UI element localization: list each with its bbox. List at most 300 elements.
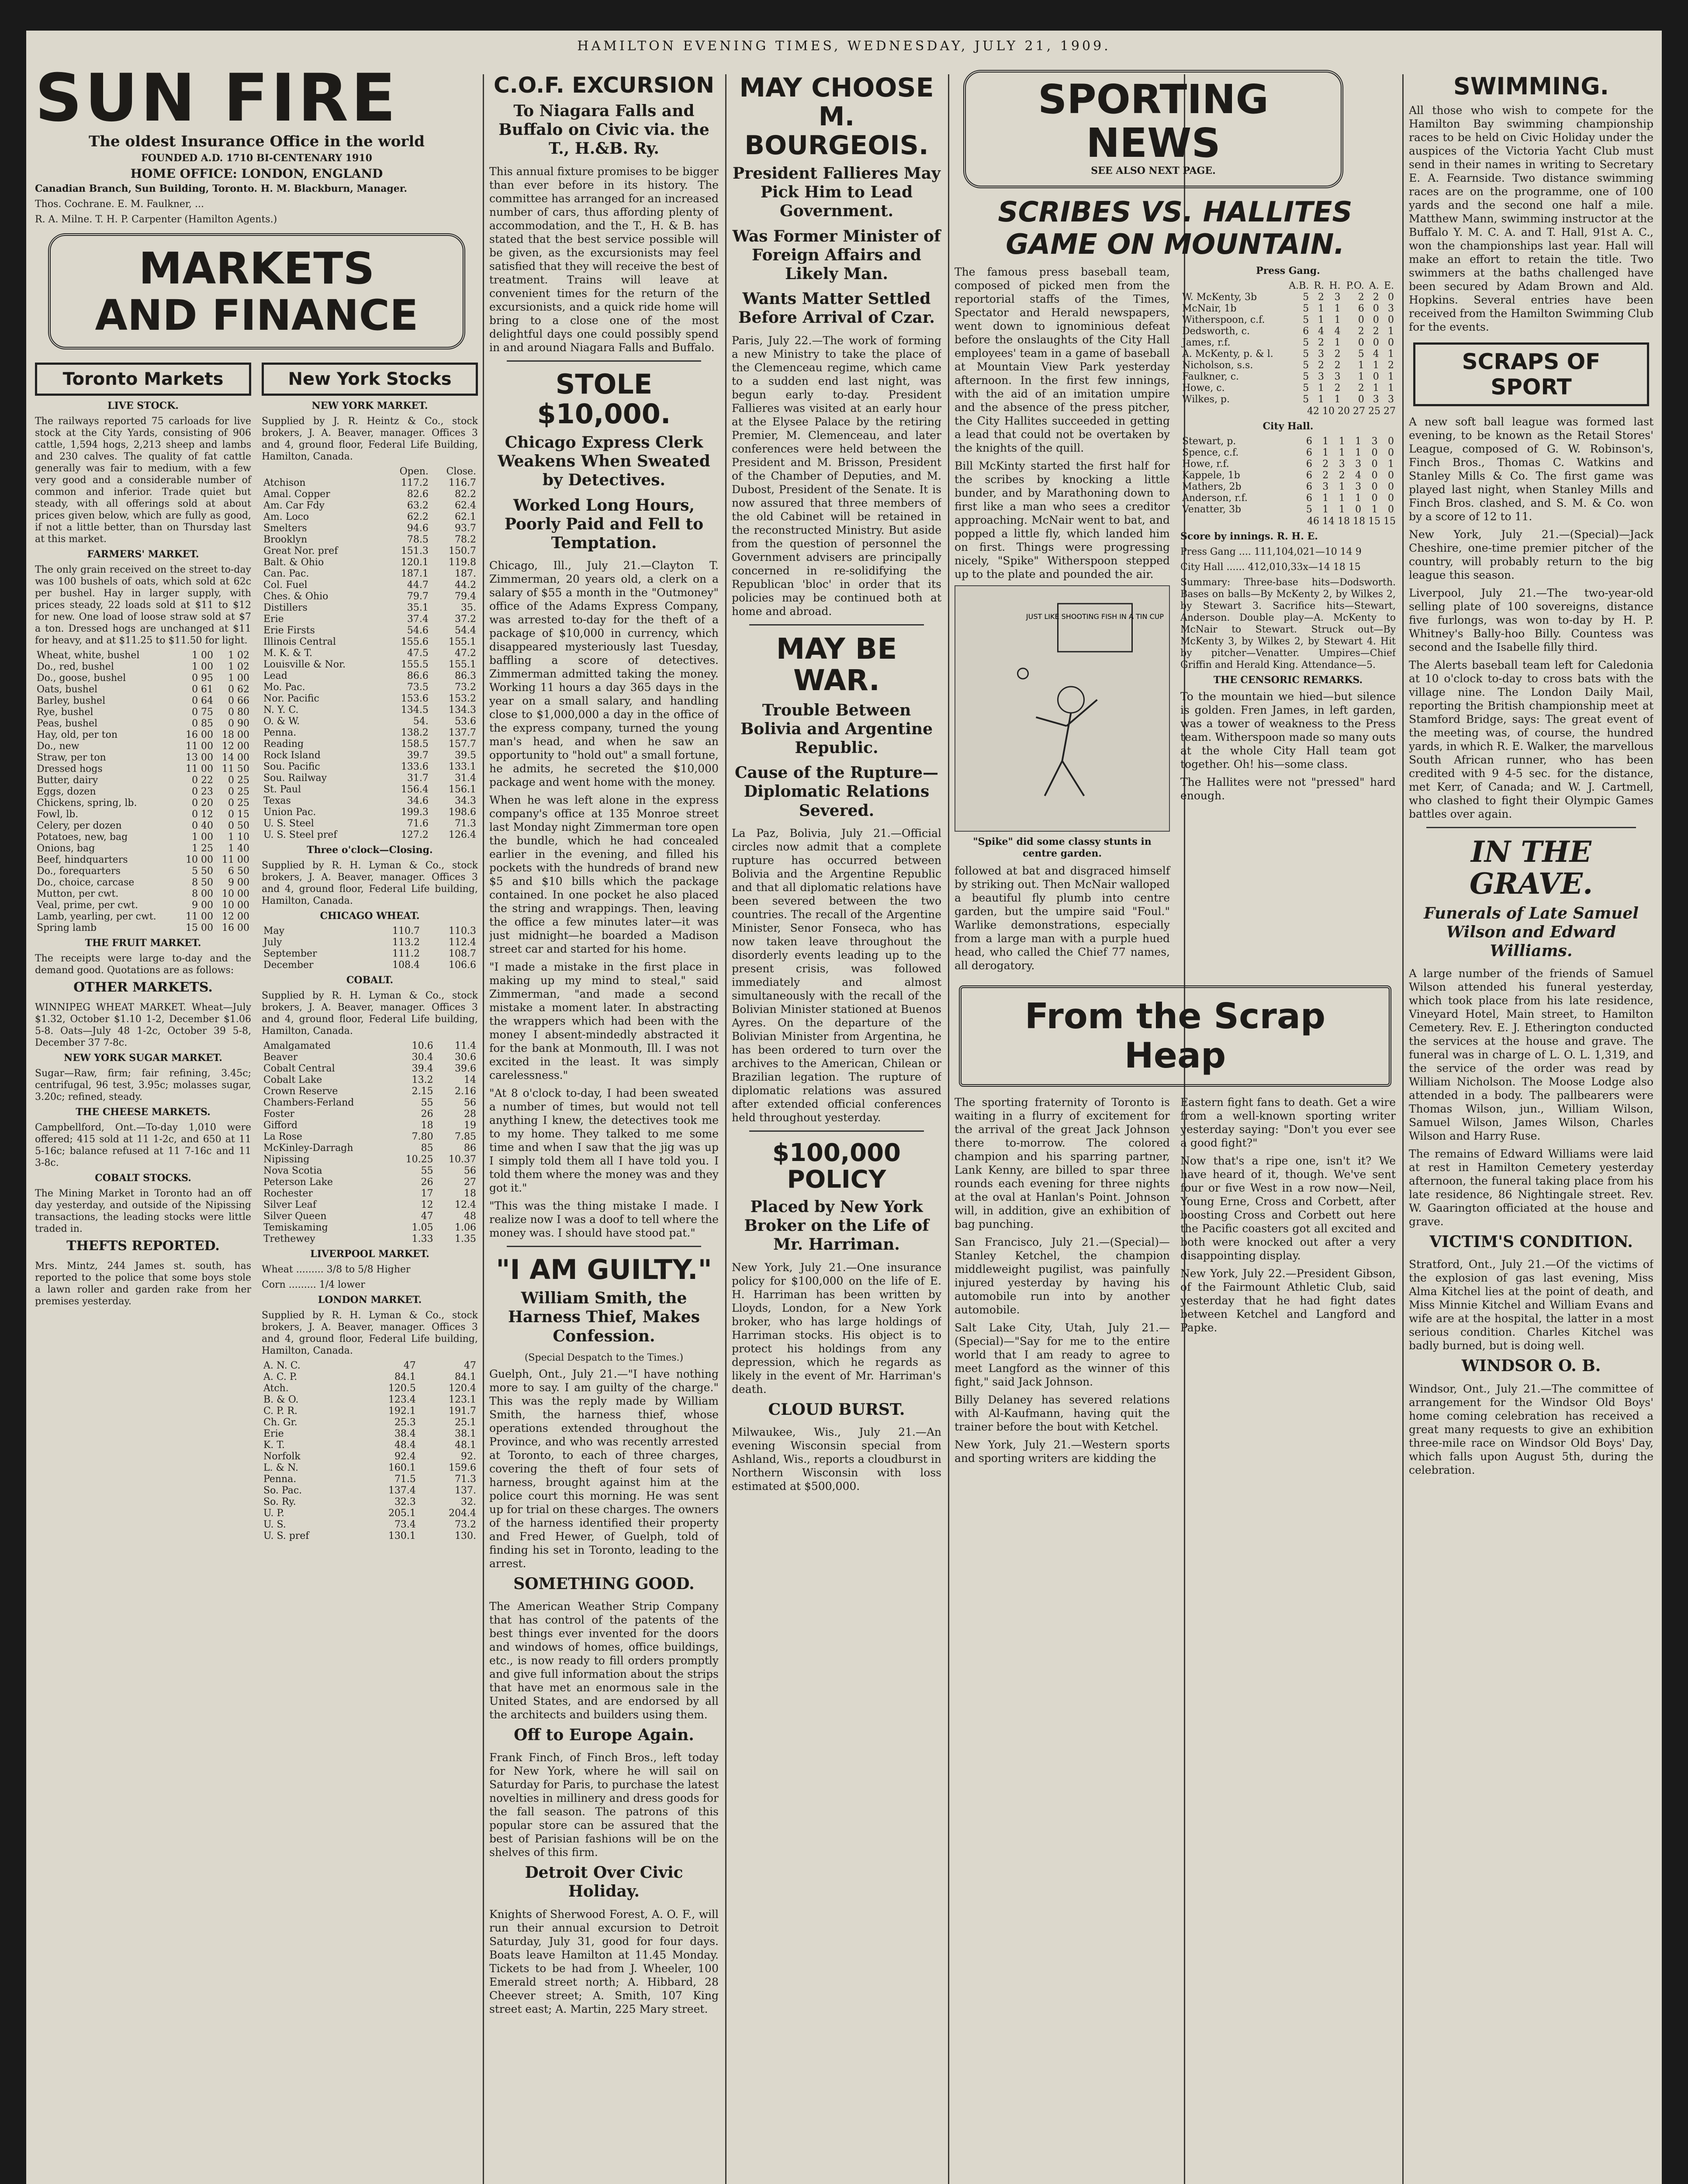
row-value: 117.2 <box>401 477 429 488</box>
row-value: 198.6 <box>449 806 476 818</box>
box-score-row <box>1180 447 1396 459</box>
row-value: 13.2 <box>412 1074 433 1085</box>
row-value: 78.5 <box>407 534 429 545</box>
row-value: 138.2 <box>401 727 429 738</box>
row-label: Great Nor. pref <box>263 545 338 556</box>
row-value: 5 <box>1306 504 1312 515</box>
row-value: 55 <box>421 1097 433 1108</box>
wheat-row <box>262 926 478 937</box>
box-score-col-header: A.B. <box>1289 280 1309 291</box>
box-score-col-header: A. <box>1369 280 1379 291</box>
london-row <box>262 1428 478 1440</box>
cobalt-row <box>262 1188 478 1199</box>
row-value: 34.3 <box>455 795 476 806</box>
produce-row <box>35 718 251 729</box>
row-label: So. Pac. <box>263 1485 302 1496</box>
row-value: 12 00 <box>222 740 249 752</box>
toronto-markets-column <box>35 358 251 1542</box>
row-value: 1 <box>1373 360 1379 371</box>
row-value: 1 <box>1388 459 1394 470</box>
row-value: 2.16 <box>455 1085 476 1097</box>
row-value: 47.5 <box>407 647 429 659</box>
row-value: 0 <box>1373 303 1379 314</box>
newspaper-page <box>26 31 1662 2184</box>
game-summary: Summary: Three-base hits—Dodsworth. Bases on balls—By McKenty 2, by Wilkes 2, by Stewart 3. Sacrifice hits—Stewart, Anderson. Double play—A. McKenty to McNair to Stewart. Struck out—By McKenty 3, by Wilkes 2, by Stewart 4. Hit by pitcher—Venatter. Umpires—Chief Griffin and Herald King. Attendance—5. <box>1180 577 1396 670</box>
row-value: 92. <box>461 1451 476 1462</box>
row-value: 111.2 <box>392 948 420 959</box>
london-row <box>262 1440 478 1451</box>
produce-row <box>35 661 251 673</box>
city-hall-head: City Hall. <box>1263 421 1314 432</box>
row-value: 6 <box>1306 493 1312 504</box>
row-value: 82.2 <box>455 488 476 500</box>
scrap-heap-title: From the Scrap Heap <box>1024 996 1326 1076</box>
page-masthead: HAMILTON EVENING TIMES, WEDNESDAY, JULY 21, 1909. <box>577 38 1111 54</box>
row-value: 4 <box>1318 326 1325 337</box>
stock-row <box>262 614 478 625</box>
row-value: 39.6 <box>455 1063 476 1074</box>
liverpool-wheat: Wheat ......... 3/8 to 5/8 Higher <box>262 1264 411 1275</box>
sporting-news-box <box>963 70 1343 188</box>
divider <box>507 360 701 362</box>
scraps-text-1: A new soft ball league was formed last evening, to be known as the Retail Stores' League, composed of G. W. Robinson's, Finch Bros., Thomas C. Watkins and Stanley Mills & Co. The first game was played last night, when Stanley Mills and Finch Bros. clashed, and S. M. & Co. won by a score of 12 to 11. <box>1409 415 1653 523</box>
row-label: Beaver <box>263 1051 298 1063</box>
sporting-text-3: followed at bat and disgraced himself by striking out. Then McNair walloped a beautiful fly plumb into centre garden, but the umpire said "Foul." Warlike demonstrations, especially from a large man with a purple hued head, who called the Chief 77 names, all derogatory. <box>955 864 1170 972</box>
policy-text: New York, July 21.—One insurance policy for $100,000 on the life of E. H. Harriman has been written by Lloyds, London, for a New York broker, who has large holdings of Harriman stocks. His object is to protect his holdings from any depression, which he regards as likely in the event of Mr. Harriman's death. <box>732 1261 941 1396</box>
row-value: 1 <box>1358 360 1364 371</box>
cobalt-row <box>262 1165 478 1177</box>
row-value: 0 75 <box>192 706 214 718</box>
row-value: 2 <box>1373 292 1379 303</box>
censoric-head: THE CENSORIC REMARKS. <box>1213 674 1363 686</box>
row-value: 78.2 <box>455 534 476 545</box>
row-value: 63.2 <box>407 500 429 511</box>
guilty-headline: "I AM GUILTY." <box>496 1254 712 1286</box>
box-score-row <box>1180 303 1396 314</box>
row-value: 84.1 <box>455 1371 476 1382</box>
row-label: Barley, bushel <box>37 695 106 706</box>
policy-headline: $100,000 POLICY <box>772 1138 901 1194</box>
row-value: 151.3 <box>401 545 429 556</box>
row-label: McNair, 1b <box>1182 303 1237 314</box>
produce-table <box>35 650 251 934</box>
row-label: Do., forequarters <box>37 865 121 877</box>
divider <box>749 1130 924 1132</box>
row-value: 39.4 <box>412 1063 433 1074</box>
row-value: 0 85 <box>192 718 214 729</box>
grave-text-2: The remains of Edward Williams were laid at rest in Hamilton Cemetery yesterday afternoon, the funeral taking place from his late residence, 86 Nightingale street. Rev. W. Gaarington officiated at the house and grave. <box>1409 1147 1653 1228</box>
thefts-head: THEFTS REPORTED. <box>66 1238 220 1254</box>
finance-title: AND FINANCE <box>95 290 419 340</box>
stock-row <box>262 534 478 546</box>
row-value: 5 <box>1303 349 1309 359</box>
row-label: July <box>263 936 282 948</box>
stock-row <box>262 500 478 511</box>
press-gang-head: Press Gang. <box>1256 265 1320 276</box>
row-value: 35.1 <box>407 602 429 613</box>
scrap-text-4: Billy Delaney has severed relations with Al-Kaufmann, having quit the trainer before the bout with Ketchel. <box>955 1393 1170 1433</box>
row-value: 120.1 <box>401 556 429 568</box>
row-value: 86 <box>464 1142 476 1154</box>
row-value: 5 <box>1358 349 1364 359</box>
row-value: 17 <box>421 1188 433 1199</box>
cheese-head: THE CHEESE MARKETS. <box>76 1106 211 1118</box>
row-value: 55 <box>421 1165 433 1176</box>
row-label: Amal. Copper <box>263 488 330 500</box>
row-value: 134.3 <box>449 704 476 715</box>
row-value: 3 <box>1355 481 1362 492</box>
row-label: Venatter, 3b <box>1182 504 1242 515</box>
produce-row <box>35 673 251 684</box>
row-value: 0 25 <box>228 774 249 786</box>
row-label: Distillers <box>263 602 308 613</box>
ny-stocks-table <box>262 466 478 841</box>
row-label: Wilkes, p. <box>1182 394 1230 405</box>
row-label: Stewart, p. <box>1182 436 1236 447</box>
row-value: 62.4 <box>455 500 476 511</box>
row-label: Beef, hindquarters <box>37 854 128 865</box>
row-label: Illinois Central <box>263 636 336 647</box>
cobalt-stocks-text: The Mining Market in Toronto had an off day yesterday, and outside of the Nipissing transactions, the leading stocks were little traded in. <box>35 1188 251 1234</box>
row-value: 35. <box>461 602 476 613</box>
row-value: 126.4 <box>449 829 476 840</box>
row-label: Do., red, bushel <box>37 661 114 672</box>
sporting-news-title: SPORTING NEWS <box>1038 76 1269 166</box>
stock-row <box>262 523 478 534</box>
markets-column <box>35 66 478 2184</box>
box-score-col-header: H. <box>1329 280 1341 291</box>
score-city: City Hall ...... 412,010,33x—14 18 15 <box>1180 562 1361 573</box>
row-value: 11 50 <box>222 763 249 774</box>
london-row <box>262 1508 478 1519</box>
row-value: 47 <box>464 1360 476 1371</box>
something-good-text: The American Weather Strip Company that has control of the patents of the best things ever invented for the doors and windows of homes, office buildings, etc., is now ready to fill orders promptly and give full information about the strips that have met an enormous sale in the United States, and are endorsed by all the architects and builders using them. <box>489 1600 719 1721</box>
scrap-text-6: Eastern fight fans to death. Get a wire from a well-known sporting writer yesterday saying: "Don't you ever see a good fight?" <box>1180 1096 1396 1149</box>
row-value: 1 <box>1334 303 1341 314</box>
in-the-grave-headline: IN THE GRAVE. <box>1469 835 1593 901</box>
row-value: 130.1 <box>388 1530 416 1541</box>
stock-row <box>262 705 478 716</box>
row-label: Spring lamb <box>37 922 97 933</box>
scrap-text-2: San Francisco, July 21.—(Special)—Stanley Ketchel, the champion middleweight pugilist, was painfully injured yesterday by having his automobile run into by another automobile. <box>955 1236 1170 1316</box>
liverpool-head: LIVERPOOL MARKET. <box>310 1248 429 1260</box>
row-value: 123.1 <box>449 1394 476 1405</box>
livestock-head: LIVE STOCK. <box>107 400 179 411</box>
cobalt-row <box>262 1097 478 1109</box>
produce-row <box>35 798 251 809</box>
row-value: 0 <box>1388 481 1394 492</box>
cloudburst-text: Milwaukee, Wis., July 21.—An evening Wisconsin special from Ashland, Wis., reports a cloudburst in Northern Wisconsin with loss estimated at $500,000. <box>732 1425 941 1493</box>
row-value: 1 <box>1322 504 1329 515</box>
produce-row <box>35 650 251 661</box>
row-value: 1 <box>1388 371 1394 382</box>
detroit-head: Detroit Over Civic Holiday. <box>525 1863 683 1901</box>
scribes-headline: SCRIBES VS. HALLITES GAME ON MOUNTAIN. <box>998 196 1352 261</box>
row-value: 3 <box>1388 394 1394 405</box>
row-value: 25.3 <box>394 1417 416 1428</box>
cobalt-row <box>262 1109 478 1120</box>
stole-subhead-2: Worked Long Hours, Poorly Paid and Fell to Temptation. <box>504 496 704 552</box>
row-value: 187. <box>455 568 476 579</box>
row-label: Chambers-Ferland <box>263 1097 354 1108</box>
row-label: Do., new <box>37 740 80 752</box>
row-value: 0 <box>1358 314 1364 325</box>
see-also-note: SEE ALSO NEXT PAGE. <box>1091 165 1216 176</box>
row-value: 5 <box>1303 383 1309 394</box>
row-value: 16 00 <box>186 729 214 740</box>
row-label: Rochester <box>263 1188 313 1199</box>
row-label: Silver Leaf <box>263 1199 316 1210</box>
hallites-note: The Hallites were not "pressed" hard enough. <box>1180 776 1396 802</box>
box-score-row <box>1180 349 1396 360</box>
row-value: 2 <box>1318 360 1325 371</box>
row-value: 106.6 <box>449 959 476 971</box>
row-value: 120.4 <box>449 1382 476 1394</box>
row-value: 192.1 <box>388 1405 416 1417</box>
row-value: 120.5 <box>388 1382 416 1394</box>
row-value: 3 <box>1318 371 1325 382</box>
row-value: 123.4 <box>388 1394 416 1405</box>
row-value: 2 <box>1358 326 1364 337</box>
row-label: U. S. pref <box>263 1530 309 1541</box>
row-value: 19 <box>464 1120 476 1131</box>
stole-text-5: "This was the thing mistake I made. I realize now I was a doof to tell where the money was. I should have stood pat." <box>489 1199 719 1240</box>
row-value: 2 <box>1318 292 1325 303</box>
row-label: Norfolk <box>263 1451 301 1462</box>
row-value: 0 <box>1373 337 1379 348</box>
row-value: 0 64 <box>192 695 214 706</box>
produce-row <box>35 866 251 877</box>
row-value: 155.6 <box>401 636 429 647</box>
cartoon-drawing <box>955 586 1169 831</box>
row-label: Howe, c. <box>1182 383 1225 394</box>
row-label: Oats, bushel <box>37 684 98 695</box>
row-value: 11 00 <box>222 854 249 865</box>
row-value: 0 <box>1388 337 1394 348</box>
row-value: 38.4 <box>394 1428 416 1439</box>
row-label: Temiskaming <box>263 1222 328 1233</box>
row-value: 31.7 <box>407 772 429 784</box>
cobalt-row <box>262 1222 478 1234</box>
row-label: U. S. Steel pref <box>263 829 337 840</box>
row-value: 48.4 <box>394 1439 416 1451</box>
row-label: St. Paul <box>263 784 301 795</box>
row-value: 0 62 <box>228 684 249 695</box>
produce-row <box>35 911 251 923</box>
row-value: 79.7 <box>407 591 429 602</box>
row-value: 3 <box>1318 349 1325 359</box>
policy-subhead: Placed by New York Broker on the Life of Mr. Harriman. <box>744 1198 929 1254</box>
sporting-text-1: The famous press baseball team, composed of picked men from the reportorial staffs of the Times, Spectator and Herald newspapers, went down to ignominious defeat before the onslaughts of the City Hall employees' team in a game of baseball at Mountain View Park yesterday afternoon. In the first few innings, with the aid of an imitation umpire and the absence of the press pitcher, the City Hallites succeeded in getting a lead that could not be overtaken by the knights of the quill. <box>955 266 1170 454</box>
produce-row <box>35 923 251 934</box>
row-value: 54.6 <box>407 625 429 636</box>
divider <box>1426 827 1636 828</box>
cloudburst-head: CLOUD BURST. <box>768 1400 905 1419</box>
cobalt-row <box>262 1075 478 1086</box>
box-score-row <box>1180 371 1396 383</box>
row-value: 48 <box>464 1210 476 1222</box>
row-value: 10 00 <box>222 899 249 911</box>
row-label: Ch. Gr. <box>263 1417 297 1428</box>
row-label: Brooklyn <box>263 534 308 545</box>
row-label: Erie Firsts <box>263 625 315 636</box>
row-value: 2 <box>1358 292 1364 303</box>
row-value: 37.4 <box>407 613 429 625</box>
wheat-row <box>262 948 478 960</box>
row-value: 14 <box>464 1074 476 1085</box>
row-label: Peas, bushel <box>37 718 97 729</box>
row-value: 0 <box>1371 493 1378 504</box>
row-value: 82.6 <box>407 488 429 500</box>
row-value: 1 <box>1334 337 1341 348</box>
row-value: 27 <box>464 1176 476 1188</box>
col-open: Open. <box>399 466 429 477</box>
divider <box>749 624 924 625</box>
score-by-innings-head: Score by innings. R. H. E. <box>1180 531 1318 542</box>
guilty-text: Guelph, Ont., July 21.—"I have nothing more to say. I am guilty of the charge." This was the reply made by William Smith, the harness thief, whose operations extended throughout the Province, and who was recently arrested at Toronto, to each of three charges, covering the theft of four sets of harness, brought against him at the police court this morning. He was sent up for trial on these charges. The owners of the harness identified their property and Fred Hewer, of Guelph, told of finding his set in Toronto, leading to the arrest. <box>489 1367 719 1570</box>
row-value: 1 25 <box>192 843 214 854</box>
row-value: 11.4 <box>455 1040 476 1051</box>
row-value: 32. <box>461 1496 476 1507</box>
row-label: Kappele, 1b <box>1182 470 1240 481</box>
row-label: Cobalt Central <box>263 1063 335 1074</box>
row-label: A. N. C. <box>263 1360 301 1371</box>
box-score-col-header: P.O. <box>1346 280 1364 291</box>
row-value: 10.6 <box>412 1040 433 1051</box>
box-score-col-header: E. <box>1384 280 1394 291</box>
row-value: 2.15 <box>412 1085 433 1097</box>
new-york-stocks-column <box>262 358 478 1542</box>
box-score-row <box>1180 436 1396 447</box>
may-be-war-text: La Paz, Bolivia, July 21.—Official circles now admit that a complete rupture has occurred between Bolivia and the Argentine Republic and that all diplomatic relations have been severed between the two countries. The recall of the Argentine Minister, Senor Fonseca, who has now taken leave throughout the disorderly events leading up to the present crisis, was followed immediately and almost simultaneously with the recall of the Bolivian Minister stationed at Buenos Ayres. On the departure of the Bolivian Minister from Argentina, he has been ordered to turn over the archives to the American, Chilean or Brazilian legation. The rupture of diplomatic relations was assured after extended official conferences held throughout yesterday. <box>732 826 941 1124</box>
row-value: 2 <box>1334 383 1341 394</box>
row-label: B. & O. <box>263 1394 299 1405</box>
row-value: 31.4 <box>455 772 476 784</box>
row-value: 79.4 <box>455 591 476 602</box>
row-value: 1 00 <box>192 650 214 661</box>
row-label: Col. Fuel <box>263 579 308 591</box>
row-value: 5 <box>1303 303 1309 314</box>
row-value: 150.7 <box>449 545 476 556</box>
row-value: 1 00 <box>228 672 249 684</box>
stole-headline: STOLE $10,000. <box>537 368 671 430</box>
row-label: Onions, bag <box>37 843 95 854</box>
bourgeois-subhead-1: President Fallieres May Pick Him to Lead Government. <box>733 164 941 221</box>
bourgeois-subhead-2: Was Former Minister of Foreign Affairs and Likely Man. <box>732 227 941 283</box>
liverpool-corn: Corn ......... 1/4 lower <box>262 1279 365 1290</box>
produce-row <box>35 888 251 900</box>
row-value: 85 <box>421 1142 433 1154</box>
row-value: 8 00 <box>192 888 214 899</box>
row-value: 0 66 <box>228 695 249 706</box>
row-value: 119.8 <box>449 556 476 568</box>
row-label: Peterson Lake <box>263 1176 333 1188</box>
row-value: 53.6 <box>455 715 476 727</box>
row-value: 3 <box>1355 459 1362 470</box>
box-score-row <box>1180 394 1396 405</box>
row-value: 0 <box>1371 459 1378 470</box>
row-value: 0 95 <box>192 672 214 684</box>
row-value: 15 00 <box>186 922 214 933</box>
row-label: Dressed hogs <box>37 763 103 774</box>
wheat-row <box>262 960 478 971</box>
row-label: L. & N. <box>263 1462 299 1473</box>
london-head: LONDON MARKET. <box>318 1294 422 1306</box>
wheat-row <box>262 937 478 948</box>
stock-row <box>262 557 478 568</box>
row-label: Penna. <box>263 727 297 738</box>
may-be-war-subhead-2: Cause of the Rupture—Diplomatic Relations Severed. <box>734 764 939 820</box>
scrap-text-7: Now that's a ripe one, isn't it? We have heard of it, though. We've sent four or five West in a row now—Neil, Young Erne, Cross and Corbett, after boosting Cross and Corbett out here the Pacific coasters got all excited and both were knocked out after a very disappointing display. <box>1180 1154 1396 1262</box>
row-value: 1 <box>1371 504 1378 515</box>
market-subcolumns <box>35 358 478 1542</box>
may-be-war-subhead-1: Trouble Between Bolivia and Argentine Republic. <box>740 701 933 757</box>
row-value: 1 10 <box>228 831 249 843</box>
row-value: 187.1 <box>401 568 429 579</box>
row-value: 2 <box>1322 470 1329 481</box>
sporting-left <box>955 265 1170 977</box>
row-value: 1 <box>1318 394 1325 405</box>
sun-fire-founded: FOUNDED A.D. 1710 BI-CENTENARY 1910 <box>141 152 372 164</box>
row-value: 73.5 <box>407 681 429 693</box>
row-value: 108.7 <box>449 948 476 959</box>
row-value: 6 <box>1306 481 1312 492</box>
cobalt-row <box>262 1063 478 1075</box>
row-value: 11 00 <box>186 911 214 922</box>
news-column-2 <box>732 66 941 2184</box>
row-label: N. Y. C. <box>263 704 299 715</box>
row-value: 47 <box>403 1360 416 1371</box>
row-value: 84.1 <box>394 1371 416 1382</box>
row-label: Sou. Pacific <box>263 761 320 772</box>
row-value: 44.2 <box>455 579 476 591</box>
row-value: 5 <box>1303 360 1309 371</box>
row-value: 3 <box>1322 481 1329 492</box>
london-row <box>262 1406 478 1417</box>
row-value: 1.35 <box>455 1233 476 1244</box>
row-value: 3 <box>1334 292 1341 303</box>
box-score-row <box>1180 470 1396 481</box>
row-label: McKinley-Darragh <box>263 1142 353 1154</box>
row-label: Union Pac. <box>263 806 316 818</box>
row-label: Lamb, yearling, per cwt. <box>37 911 156 922</box>
row-value: 1 <box>1318 303 1325 314</box>
row-value: 10 00 <box>222 888 249 899</box>
row-value: 0 <box>1388 292 1394 303</box>
row-value: 1 <box>1388 383 1394 394</box>
sun-fire-branch: Canadian Branch, Sun Building, Toronto. H. M. Blackburn, Manager. <box>35 183 408 194</box>
london-row <box>262 1451 478 1462</box>
produce-row <box>35 900 251 911</box>
row-label: U. S. Steel <box>263 818 314 829</box>
row-value: 113.2 <box>392 936 420 948</box>
column-rule <box>1402 74 1404 2184</box>
row-value: 0 22 <box>192 774 214 786</box>
row-value: 47.2 <box>455 647 476 659</box>
row-label: Mo. Pac. <box>263 681 305 693</box>
cobalt-intro: Supplied by R. H. Lyman & Co., stock brokers, J. A. Beaver, manager. Offices 3 and 4, ground floor, Federal Life building, Hamilton, Canada. <box>262 990 478 1037</box>
row-label: O. & W. <box>263 715 300 727</box>
row-value: 18 00 <box>222 729 249 740</box>
row-value: 10.25 <box>405 1154 433 1165</box>
sporting-column <box>955 66 1396 2184</box>
row-value: 8 50 <box>192 877 214 888</box>
ny-market-intro: Supplied by J. R. Heintz & Co., stock brokers, J. A. Beaver, manager. Offices 3 and 4, ground floor, Federal Life Building, Hamilton, Canada. <box>262 415 478 462</box>
row-value: 1 02 <box>228 661 249 672</box>
row-label: Foster <box>263 1108 294 1120</box>
chicago-wheat-table <box>262 926 478 971</box>
row-value: 44.7 <box>407 579 429 591</box>
